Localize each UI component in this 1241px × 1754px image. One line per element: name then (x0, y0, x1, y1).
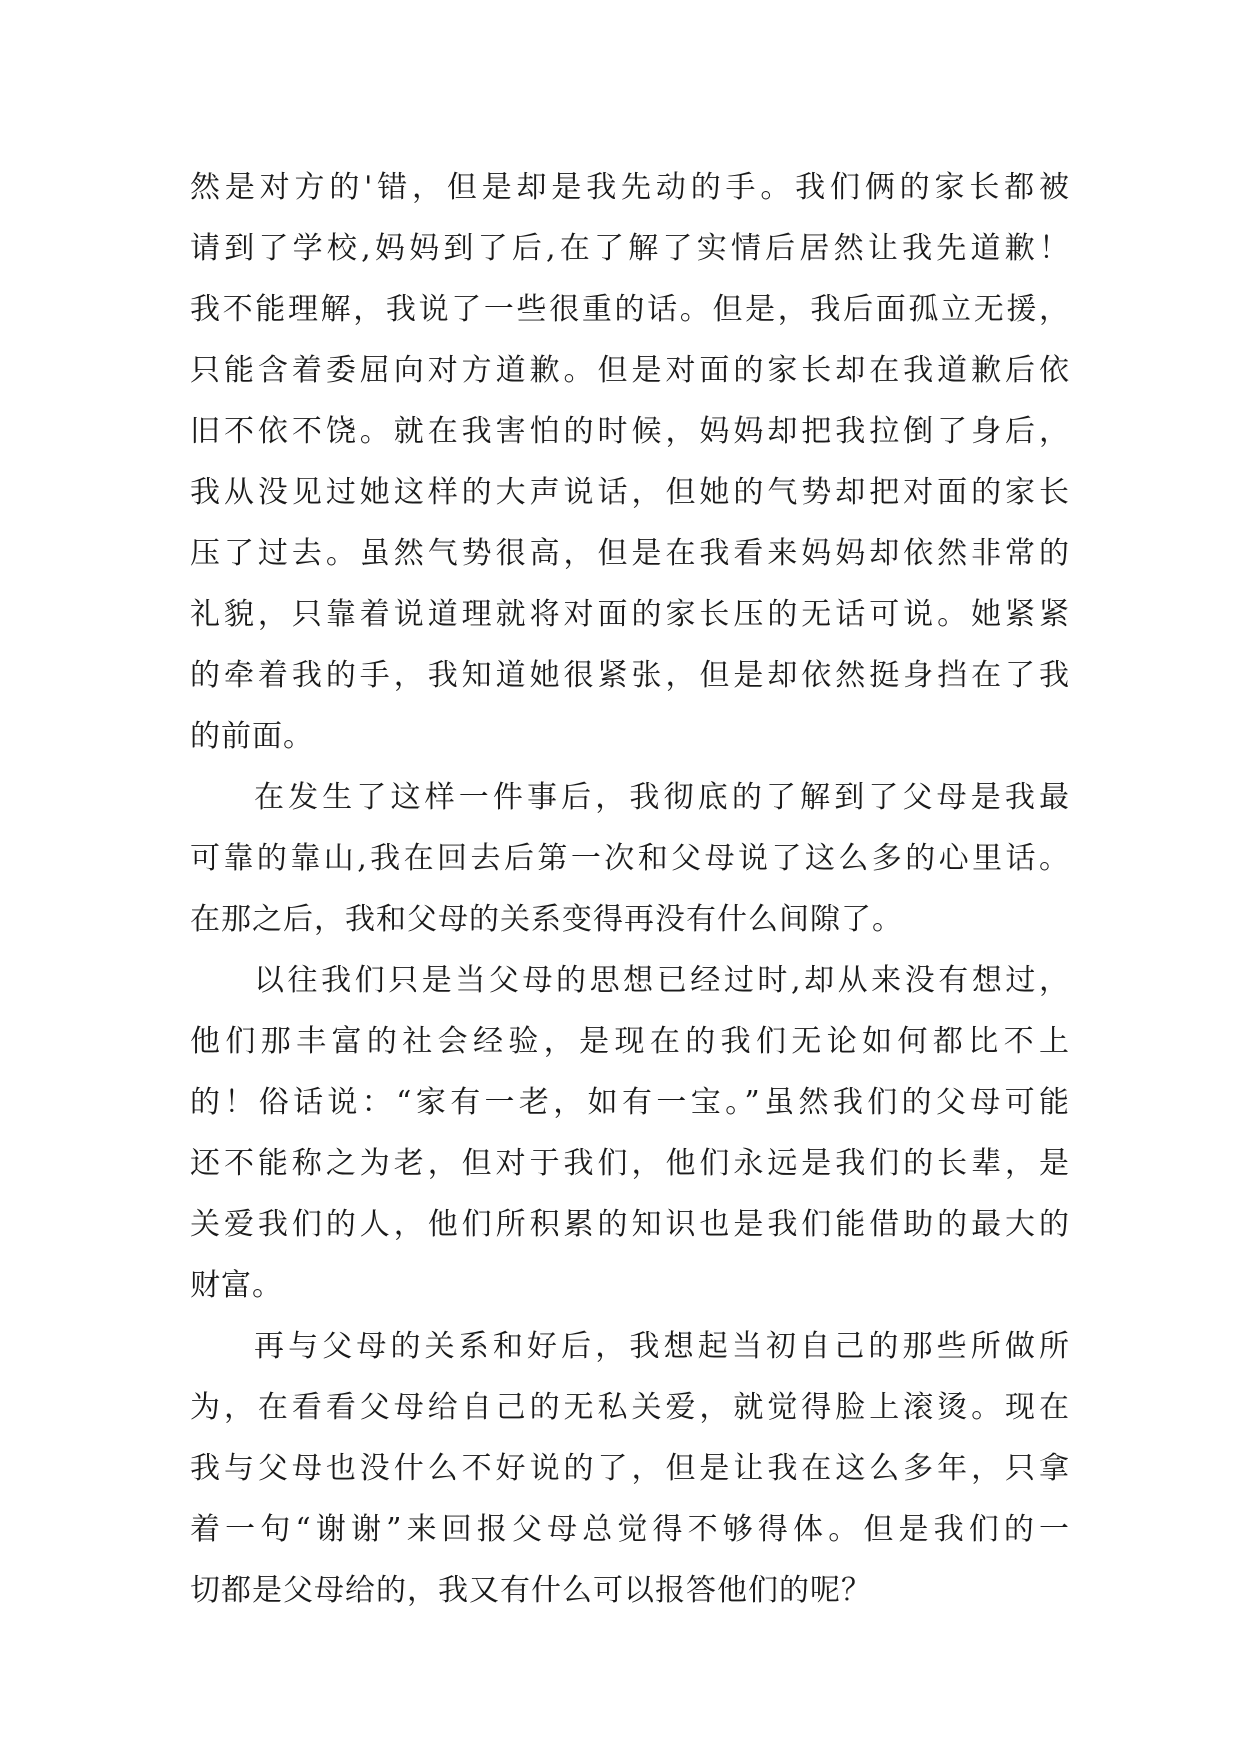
text-line: 切都是父母给的，我又有什么可以报答他们的呢？ (190, 1573, 872, 1608)
text-line: 的前面。 (190, 719, 314, 754)
paragraph-first-line: 再与父母的关系和好后，我想起当初自己的那些所做所 (254, 1329, 1070, 1364)
text-line: 可靠的靠山,我在回去后第一次和父母说了这么多的心里话。 (190, 841, 1070, 876)
text-line: 财富。 (190, 1268, 283, 1303)
text-line: 着一句“谢谢”来回报父母总觉得不够得体。但是我们的一 (190, 1512, 1070, 1547)
text-line: 关爱我们的人，他们所积累的知识也是我们能借助的最大的 (190, 1207, 1070, 1242)
text-line: 我从没见过她这样的大声说话，但她的气势却把对面的家长 (190, 475, 1070, 510)
text-line: 礼貌，只靠着说道理就将对面的家长压的无话可说。她紧紧 (190, 597, 1070, 632)
text-line: 我与父母也没什么不好说的了，但是让我在这么多年，只拿 (190, 1451, 1070, 1486)
body-text (190, 157, 1070, 1621)
text-line: 还不能称之为老，但对于我们，他们永远是我们的长辈，是 (190, 1146, 1070, 1181)
text-line: 只能含着委屈向对方道歉。但是对面的家长却在我道歉后依 (190, 353, 1070, 388)
text-line: 的！俗话说：“家有一老，如有一宝。”虽然我们的父母可能 (190, 1085, 1070, 1120)
text-line: 在那之后，我和父母的关系变得再没有什么间隙了。 (190, 902, 903, 937)
text-line: 他们那丰富的社会经验，是现在的我们无论如何都比不上 (190, 1024, 1070, 1059)
paragraph-first-line: 在发生了这样一件事后，我彻底的了解到了父母是我最 (254, 780, 1070, 815)
text-line: 压了过去。虽然气势很高，但是在我看来妈妈却依然非常的 (190, 536, 1070, 571)
text-line: 旧不依不饶。就在我害怕的时候，妈妈却把我拉倒了身后， (190, 414, 1070, 449)
text-line: 请到了学校,妈妈到了后,在了解了实情后居然让我先道歉！ (190, 231, 1070, 266)
text-line: 我不能理解，我说了一些很重的话。但是，我后面孤立无援， (190, 292, 1070, 327)
text-line: 为，在看看父母给自己的无私关爱，就觉得脸上滚烫。现在 (190, 1390, 1070, 1425)
text-line: 然是对方的'错，但是却是我先动的手。我们俩的家长都被 (190, 170, 1070, 205)
text-line: 的牵着我的手，我知道她很紧张，但是却依然挺身挡在了我 (190, 658, 1070, 693)
paragraph-first-line: 以往我们只是当父母的思想已经过时,却从来没有想过， (254, 963, 1070, 998)
